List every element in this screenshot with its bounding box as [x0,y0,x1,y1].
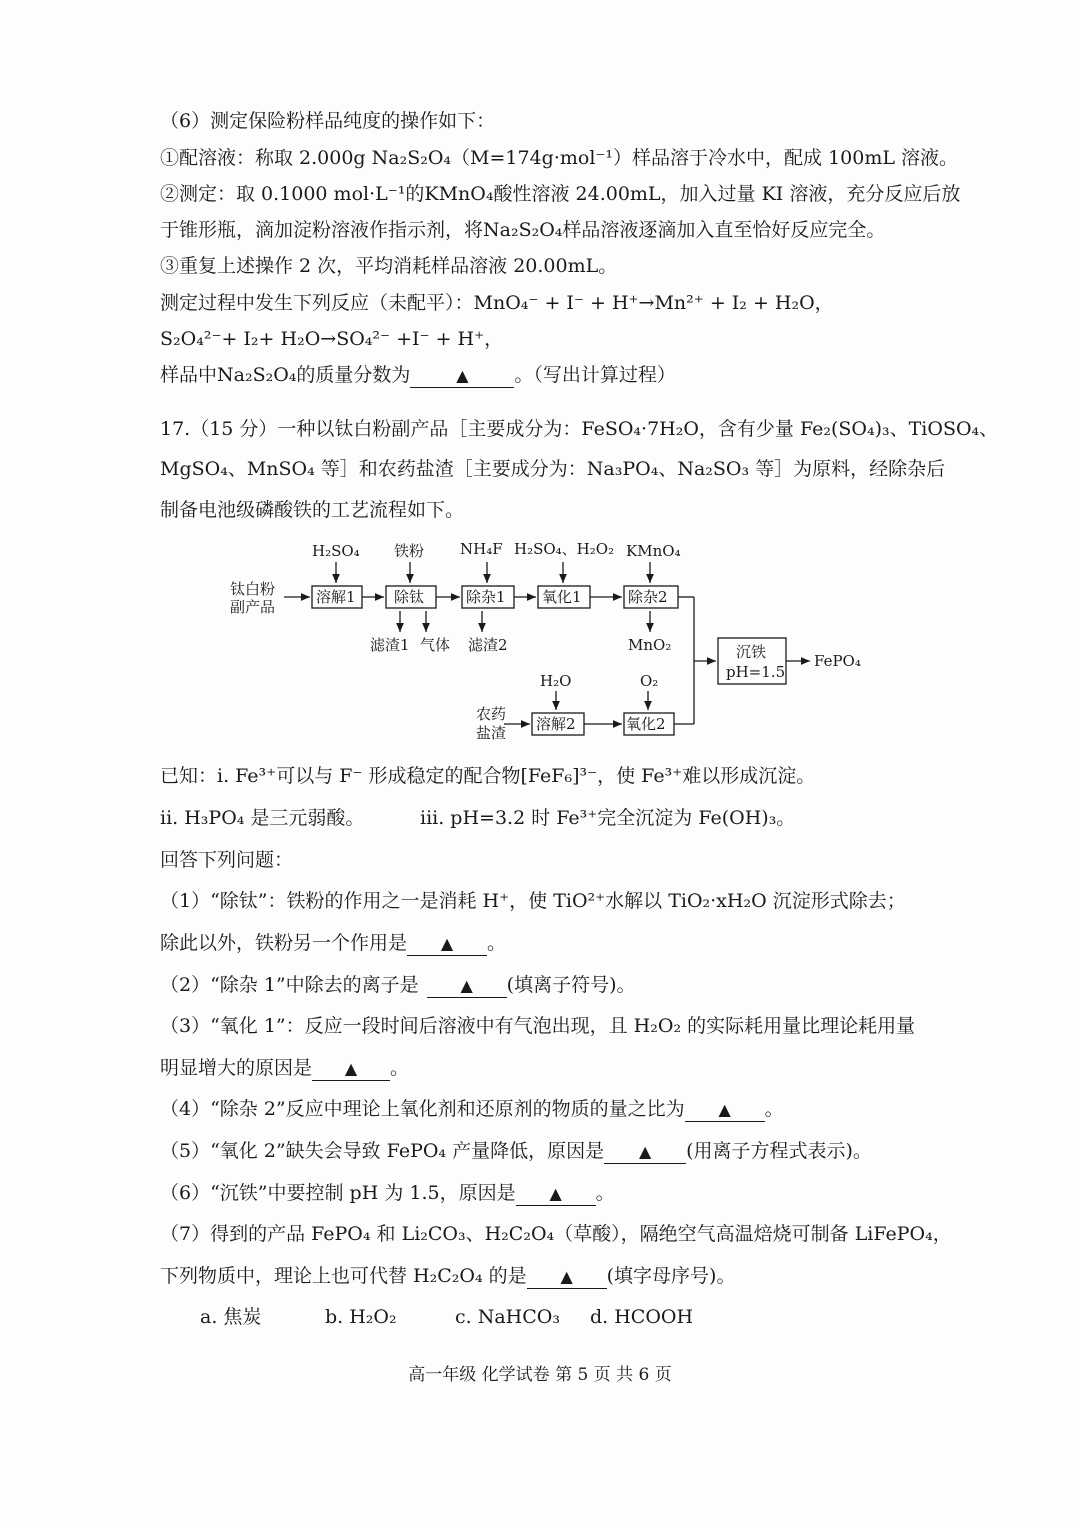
q17-part4 [160,1096,784,1122]
q17-part7-prompt: 下列物质中，理论上也可代替 H₂C₂O₄ 的是 [160,1265,527,1287]
reagent-kmno4: KMnO₄ [626,542,681,560]
option-a: a. 焦炭 [200,1306,262,1328]
process-flowchart [220,536,880,748]
known-info-2: ii. H₃PO₄ 是三元弱酸。 [160,807,365,829]
feed-titanium-line1: 钛白粉 [230,580,276,598]
q16-step3: ③重复上述操作 2 次，平均消耗样品溶液 20.00mL。 [160,255,618,277]
answer-marker: ▲ [560,1267,573,1286]
q17-part1-prompt: 除此以外，铁粉另一个作用是 [160,932,408,954]
answer-blank[interactable] [407,932,487,956]
q16-step1: ①配溶液：称取 2.000g Na₂S₂O₄（M=174g·mol⁻¹）样品溶于冷水中，配成 100mL 溶液。 [160,147,959,169]
answer-marker: ▲ [638,1142,652,1161]
reagent-h2o: H₂O [540,672,572,690]
q17-part2-prompt: （2）“除杂 1”中除去的离子是 [160,974,419,996]
q17-part5 [160,1138,872,1164]
byproduct-mno2: MnO₂ [628,636,672,654]
q17-part1-line1: （1）“除钛”：铁粉的作用之一是消耗 H⁺，使 TiO²⁺水解以 TiO₂·xH₂O 沉淀形式除去； [160,890,906,912]
answer-marker: ▲ [718,1100,731,1119]
byproduct-gas: 气体 [420,636,451,654]
known-info-1: 已知：i. Fe³⁺可以与 F⁻ 形成稳定的配合物[FeF₆]³⁻，使 Fe³⁺难以形成沉淀。 [160,765,816,787]
answer-blank[interactable] [604,1140,686,1164]
step-dissolve2: 溶解2 [536,715,576,733]
feed-titanium-line2: 副产品 [230,598,276,616]
step-remove-ti: 除钛 [394,588,425,606]
q17-part6 [160,1180,615,1206]
reagent-o2: O₂ [640,672,659,690]
feed-pesticide-line1: 农药 [476,705,507,723]
q17-part7-suffix: (填字母序号)。 [606,1265,736,1287]
byproduct-residue2: 滤渣2 [468,636,508,654]
step-precipitate-ph: pH=1.5 [726,663,786,681]
q16-part6-title: （6）测定保险粉样品纯度的操作如下： [160,110,496,132]
q16-reaction1: 测定过程中发生下列反应（未配平）：MnO₄⁻ + I⁻ + H⁺→Mn²⁺ + I₂ + H₂O， [160,292,834,314]
answer-blank[interactable] [427,974,507,998]
q17-part7-line2 [160,1263,735,1289]
option-b: b. H₂O₂ [325,1306,397,1328]
answer-header: 回答下列问题： [160,849,294,871]
answer-blank[interactable] [312,1057,390,1081]
answer-marker: ▲ [440,934,454,953]
step-purify1: 除杂1 [466,588,506,606]
q17-part5-suffix: (用离子方程式表示)。 [686,1140,872,1162]
q17-part3-line1: （3）“氧化 1”：反应一段时间后溶液中有气泡出现，且 H₂O₂ 的实际耗用量比理论耗用量 [160,1015,916,1037]
q17-part4-suffix: 。 [764,1098,784,1120]
product-fepo4: FePO₄ [814,652,861,670]
page-footer: 高一年级 化学试卷 第 5 页 共 6 页 [408,1365,672,1385]
q16-step2-line2: 于锥形瓶，滴加淀粉溶液作指示剂，将Na₂S₂O₄样品溶液逐滴加入直至恰好反应完全。 [160,219,886,241]
answer-marker: ▲ [344,1059,358,1078]
q17-part1-line2 [160,930,506,956]
q17-intro-line3: 制备电池级磷酸铁的工艺流程如下。 [160,499,465,521]
reagent-nh4f: NH₄F [460,540,503,558]
q16-answer-prompt: 样品中Na₂S₂O₄的质量分数为 [160,364,411,386]
step-dissolve1: 溶解1 [316,588,356,606]
q17-part5-prompt: （5）“氧化 2”缺失会导致 FePO₄ 产量降低，原因是 [160,1140,605,1162]
q17-part3-suffix: 。 [390,1057,410,1079]
q17-part4-prompt: （4）“除杂 2”反应中理论上氧化剂和还原剂的物质的量之比为 [160,1098,685,1120]
known-info-3: iii. pH=3.2 时 Fe³⁺完全沉淀为 Fe(OH)₃。 [420,807,796,829]
q16-step2-line1: ②测定：取 0.1000 mol·L⁻¹的KMnO₄酸性溶液 24.00mL，加入过量 KI 溶液，充分反应后放 [160,183,961,205]
step-oxidize1: 氧化1 [542,588,582,606]
answer-blank[interactable] [527,1265,607,1289]
answer-blank[interactable] [685,1098,765,1122]
answer-marker: ▲ [460,976,473,995]
q17-part2 [160,972,635,998]
answer-marker: ▲ [456,366,469,385]
step-precipitate-iron: 沉铁 [736,643,767,661]
q17-part1-suffix: 。 [487,932,507,954]
answer-blank[interactable] [516,1182,596,1206]
q16-answer-line [160,362,676,388]
answer-marker: ▲ [549,1184,562,1203]
q17-part7-line1: （7）得到的产品 FePO₄ 和 Li₂CO₃、H₂C₂O₄（草酸），隔绝空气高温焙烧可制备 LiFePO₄， [160,1223,952,1245]
q17-part2-suffix: (填离子符号)。 [506,974,636,996]
q17-part6-prompt: （6）“沉铁”中要控制 pH 为 1.5，原因是 [160,1182,516,1204]
q17-part3-prompt: 明显增大的原因是 [160,1057,313,1079]
feed-pesticide-line2: 盐渣 [476,724,507,742]
reagent-iron-powder: 铁粉 [394,542,425,560]
q17-part6-suffix: 。 [595,1182,615,1204]
answer-blank[interactable] [410,364,514,388]
q16-answer-suffix: 。（写出计算过程） [514,364,676,386]
step-oxidize2: 氧化2 [626,715,666,733]
reagent-h2so4-h2o2: H₂SO₄、H₂O₂ [514,540,615,558]
step-purify2: 除杂2 [628,588,668,606]
q17-intro-line1: 17.（15 分）一种以钛白粉副产品［主要成分为：FeSO₄·7H₂O，含有少量 Fe₂(SO₄)₃、TiOSO₄、 [160,418,999,440]
option-d: d. HCOOH [590,1306,694,1328]
q17-intro-line2: MgSO₄、MnSO₄ 等］和农药盐渣［主要成分为：Na₃PO₄、Na₂SO₃ 等］为原料，经除杂后 [160,458,946,480]
byproduct-residue1: 滤渣1 [370,636,410,654]
option-c: c. NaHCO₃ [455,1306,560,1328]
reagent-h2so4: H₂SO₄ [312,542,360,560]
q16-reaction2: S₂O₄²⁻+ I₂+ H₂O→SO₄²⁻ +I⁻ + H⁺， [160,328,504,350]
q17-part3-line2 [160,1055,409,1081]
